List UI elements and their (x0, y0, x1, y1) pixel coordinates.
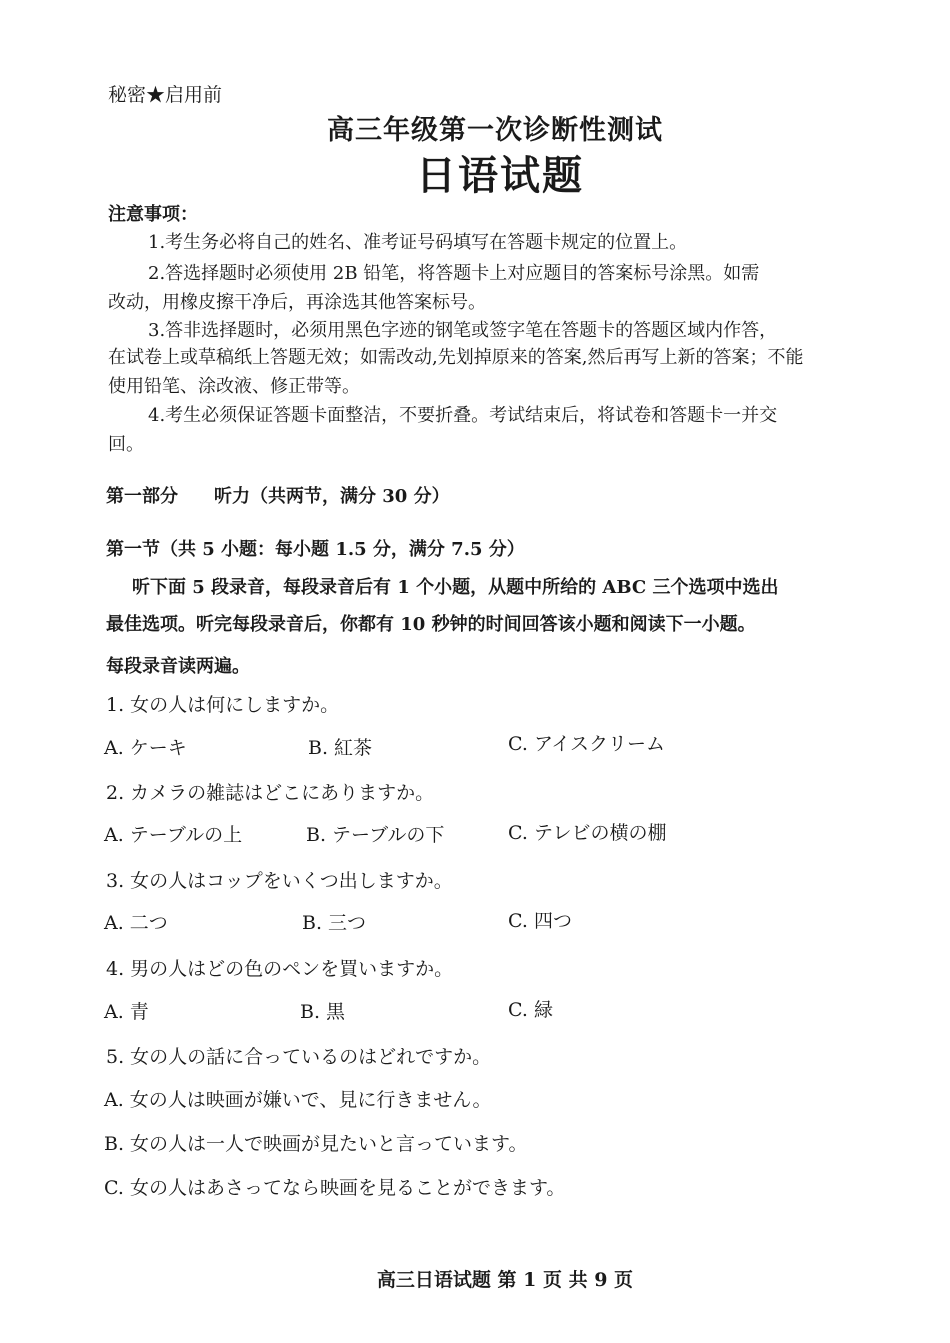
instruction-line-2: 最佳选项。听完每段录音后，你都有 10 秒钟的时间回答该小题和阅读下一小题。 (106, 614, 756, 635)
question-3-stem: 3. 女の人はコップをいくつ出しますか。 (106, 870, 453, 892)
question-1-option-c: C. アイスクリーム (508, 733, 666, 755)
question-3-option-b: B. 三つ (302, 912, 367, 934)
notice-heading: 注意事项： (108, 204, 198, 225)
confidential-label: 秘密★启用前 (108, 84, 223, 106)
question-4-stem: 4. 男の人はどの色のペンを買いますか。 (106, 958, 454, 980)
notice-item-4-line-2: 回。 (108, 434, 144, 455)
notice-item-3-line-1: 3.答非选择题时，必须用黑色字迹的钢笔或签字笔在答题卡的答题区域内作答， (148, 320, 778, 341)
question-1-stem: 1. 女の人は何にしますか。 (106, 694, 340, 716)
notice-item-2-line-2: 改动，用橡皮擦干净后，再涂选其他答案标号。 (108, 292, 486, 313)
question-5-stem: 5. 女の人の話に合っているのはどれですか。 (106, 1046, 492, 1068)
question-5-option-a: A. 女の人は映画が嫌いで、見に行きません。 (104, 1089, 492, 1111)
question-1-option-a: A. ケーキ (104, 737, 187, 759)
notice-item-4-line-1: 4.考生必须保证答题卡面整洁，不要折叠。考试结束后，将试卷和答题卡一并交 (148, 405, 778, 426)
question-2-option-b: B. テーブルの下 (306, 824, 445, 846)
question-5-option-c: C. 女の人はあさってなら映画を見ることができます。 (104, 1177, 566, 1199)
notice-item-3-line-3: 使用铅笔、涂改液、修正带等。 (108, 376, 360, 397)
question-3-option-a: A. 二つ (104, 912, 168, 934)
exam-subject-title: 日语试题 (416, 152, 584, 199)
instruction-line-1: 听下面 5 段录音，每段录音后有 1 个小题，从题中所给的 ABC 三个选项中选出 (132, 577, 779, 598)
question-4-option-a: A. 青 (104, 1001, 149, 1023)
question-5-option-b: B. 女の人は一人で映画が見たいと言っています。 (104, 1133, 528, 1155)
notice-item-2-line-1: 2.答选择题时必须使用 2B 铅笔，将答题卡上对应题目的答案标号涂黑。如需 (148, 263, 760, 284)
question-2-stem: 2. カメラの雑誌はどこにありますか。 (106, 782, 435, 804)
notice-item-3-line-2: 在试卷上或草稿纸上答题无效；如需改动,先划掉原来的答案,然后再写上新的答案；不能 (108, 347, 804, 368)
exam-title: 高三年级第一次诊断性测试 (327, 115, 663, 146)
notice-item-1: 1.考生务必将自己的姓名、准考证号码填写在答题卡规定的位置上。 (148, 232, 688, 253)
instruction-line-3: 每段录音读两遍。 (106, 656, 250, 677)
part-1-heading: 第一部分 听力（共两节，满分 30 分） (106, 486, 450, 507)
question-4-option-c: C. 緑 (508, 999, 553, 1021)
question-3-option-c: C. 四つ (508, 910, 572, 932)
page-footer: 高三日语试题 第 1 页 共 9 页 (376, 1269, 634, 1291)
question-2-option-c: C. テレビの横の棚 (508, 822, 667, 844)
question-1-option-b: B. 紅茶 (308, 737, 373, 759)
section-1-heading: 第一节（共 5 小题：每小题 1.5 分，满分 7.5 分） (106, 539, 525, 560)
question-4-option-b: B. 黒 (300, 1001, 346, 1023)
question-2-option-a: A. テーブルの上 (104, 824, 243, 846)
